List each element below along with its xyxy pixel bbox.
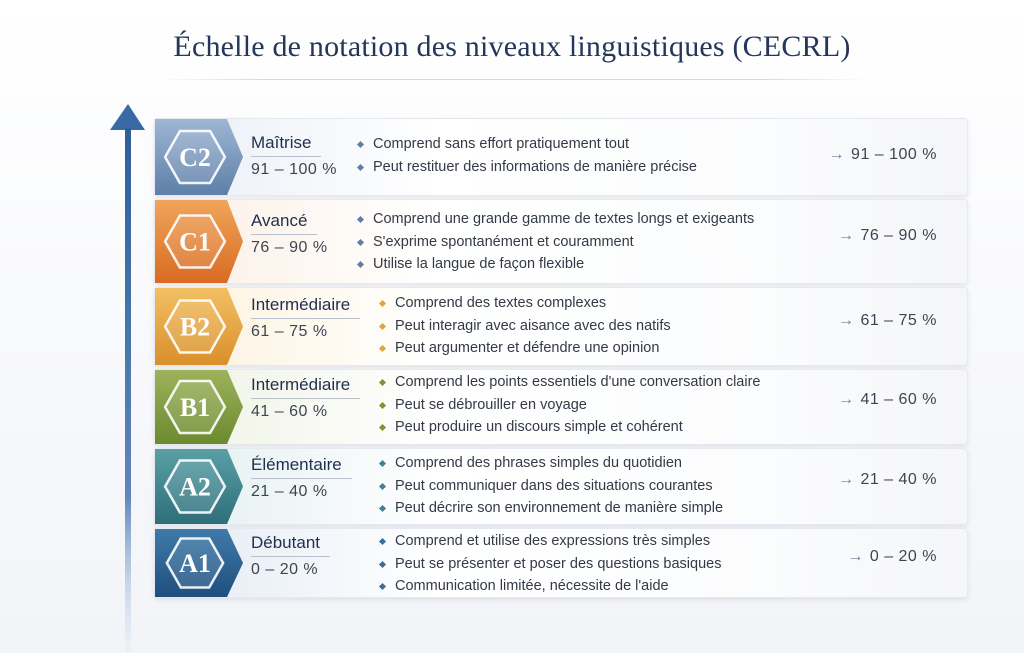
level-code: C2 (179, 143, 211, 172)
level-percent: 61 – 75 % (251, 323, 328, 340)
descriptor-item: Peut se débrouiller en voyage (377, 394, 760, 417)
level-descriptors (355, 133, 697, 178)
descriptor-item: Comprend une grande gamme de textes longs et exigeants (355, 208, 754, 231)
level-name: Intermédiaire (251, 295, 360, 319)
descriptor-item: Peut communiquer dans des situations courantes (377, 475, 723, 498)
descriptor-item: Comprend sans effort pratiquement tout (355, 133, 697, 156)
range-value: 91 – 100 % (851, 146, 937, 163)
range-value: 0 – 20 % (869, 548, 937, 565)
descriptor-item: Comprend des textes complexes (377, 292, 671, 315)
level-badge (155, 119, 245, 195)
level-name: Élémentaire (251, 455, 352, 479)
descriptor-item: Comprend et utilise des expressions très simples (377, 530, 721, 553)
level-descriptors (377, 371, 760, 439)
level-badge (155, 370, 245, 444)
page-title: Échelle de notation des niveaux linguistiques (CECRL) (173, 30, 851, 63)
level-range (838, 227, 937, 245)
level-code: A1 (179, 549, 211, 578)
level-range (829, 146, 937, 164)
level-badge (155, 449, 245, 524)
descriptor-item: Peut interagir avec aisance avec des natifs (377, 315, 671, 338)
level-descriptors (355, 208, 754, 276)
descriptor-item: Peut se présenter et poser des questions basiques (377, 553, 721, 576)
arrow-right-icon: → (828, 146, 846, 163)
level-code: A2 (179, 472, 211, 502)
descriptor-item: Communication limitée, nécessite de l'aide (377, 575, 721, 598)
level-descriptors (377, 530, 721, 598)
level-name: Débutant (251, 533, 330, 557)
level-range (838, 312, 937, 330)
level-name: Intermédiaire (251, 375, 360, 399)
descriptor-item: Utilise la langue de façon flexible (355, 253, 754, 276)
level-percent: 21 – 40 % (251, 483, 328, 500)
level-badge (155, 529, 245, 597)
level-badge (155, 288, 245, 365)
level-row-c1 (154, 199, 968, 284)
level-descriptors (377, 292, 671, 360)
level-code: B2 (179, 312, 211, 342)
level-percent: 76 – 90 % (251, 239, 328, 256)
range-value: 76 – 90 % (860, 227, 937, 244)
descriptor-item: Comprend les points essentiels d'une conversation claire (377, 371, 760, 394)
vertical-arrow-icon (110, 102, 146, 653)
descriptor-item: Peut argumenter et défendre une opinion (377, 337, 671, 360)
arrow-right-icon: → (837, 227, 855, 244)
level-row-b1 (154, 369, 968, 445)
level-descriptors (377, 452, 723, 520)
level-code: C1 (179, 227, 211, 257)
arrow-right-icon: → (847, 548, 864, 565)
level-row-a1 (154, 528, 968, 598)
level-range (838, 391, 937, 409)
arrow-right-icon: → (837, 312, 855, 329)
level-row-a2 (154, 448, 968, 525)
level-percent: 91 – 100 % (251, 161, 337, 178)
range-value: 21 – 40 % (860, 471, 937, 488)
descriptor-item: Peut décrire son environnement de manière simple (377, 497, 723, 520)
descriptor-item: S'exprime spontanément et couramment (355, 231, 754, 254)
level-row-b2 (154, 287, 968, 366)
level-range (847, 548, 937, 566)
descriptor-item: Peut produire un discours simple et cohérent (377, 416, 760, 439)
descriptor-item: Comprend des phrases simples du quotidien (377, 452, 723, 475)
level-name: Avancé (251, 211, 317, 235)
arrow-right-icon: → (837, 471, 855, 488)
descriptor-item: Peut restituer des informations de manière précise (355, 156, 697, 179)
range-value: 61 – 75 % (860, 312, 937, 329)
arrow-right-icon: → (837, 391, 855, 408)
level-percent: 0 – 20 % (251, 561, 319, 578)
title-divider (158, 79, 870, 80)
level-range (838, 471, 937, 489)
level-code: B1 (179, 393, 211, 422)
level-row-c2 (154, 118, 968, 196)
level-percent: 41 – 60 % (251, 403, 328, 420)
range-value: 41 – 60 % (860, 391, 937, 408)
level-name: Maîtrise (251, 133, 321, 157)
level-badge (155, 200, 245, 283)
